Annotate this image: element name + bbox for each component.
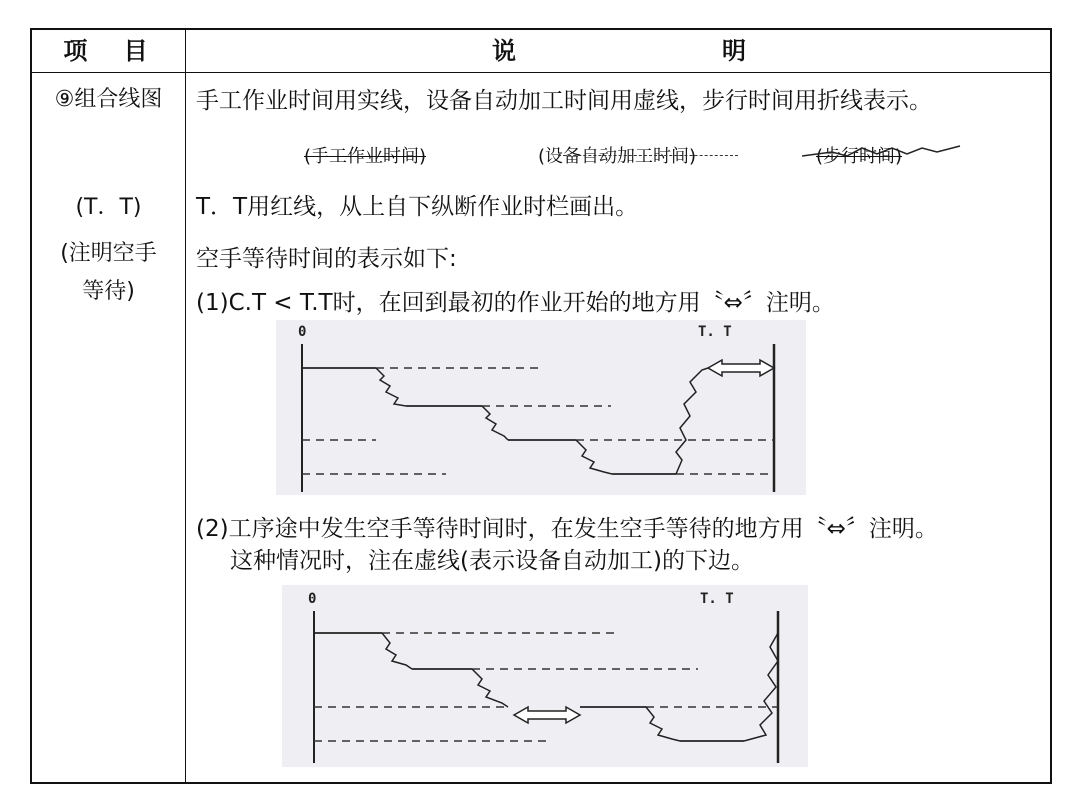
case2-text-a: (2)工序途中发生空手等待时间时，在发生空手等待的地方用〝⇔〞注明。 — [196, 516, 938, 542]
legend-walk: (步行时间) — [816, 146, 903, 167]
item-name: ⑨组合线图 — [54, 87, 163, 112]
diagram-2-tt-label: T. T — [700, 591, 734, 607]
column-divider — [185, 30, 186, 782]
diagram-1-svg — [276, 320, 806, 495]
legend-auto-dash — [558, 155, 738, 156]
diagram-2-origin: 0 — [308, 591, 317, 607]
intro-text: 手工作业时间用实线，设备自动加工时间用虚线，步行时间用折线表示。 — [196, 88, 932, 114]
legend-walk-zigzag — [802, 140, 962, 162]
item-note-1: (注明空手 — [60, 241, 157, 266]
diagram-1-origin: 0 — [298, 324, 307, 340]
wait-intro-text: 空手等待时间的表示如下: — [196, 246, 457, 272]
legend-auto: (设备自动加工时间) — [538, 146, 697, 167]
header-item: 项 目 — [63, 37, 162, 65]
item-tt: (T．T) — [75, 195, 142, 220]
diagram-2 — [282, 585, 808, 767]
diagram-2-svg — [282, 585, 808, 767]
content-table — [30, 28, 1052, 784]
case2-text-b: 这种情况时，注在虚线(表示设备自动加工)的下边。 — [230, 548, 754, 574]
diagram-1 — [276, 320, 806, 495]
header-desc-right: 明 — [722, 37, 746, 65]
header-divider — [32, 72, 1050, 73]
case1-text: (1)C.T < T.T时，在回到最初的作业开始的地方用〝⇔〞注明。 — [196, 290, 835, 316]
tt-text: T．T用红线，从上自下纵断作业时栏画出。 — [196, 194, 639, 220]
legend-manual: (手工作业时间) — [304, 146, 427, 167]
diagram-1-tt-label: T. T — [698, 324, 732, 340]
item-note-2: 等待) — [82, 279, 135, 304]
header-desc-left: 说 — [492, 37, 516, 65]
